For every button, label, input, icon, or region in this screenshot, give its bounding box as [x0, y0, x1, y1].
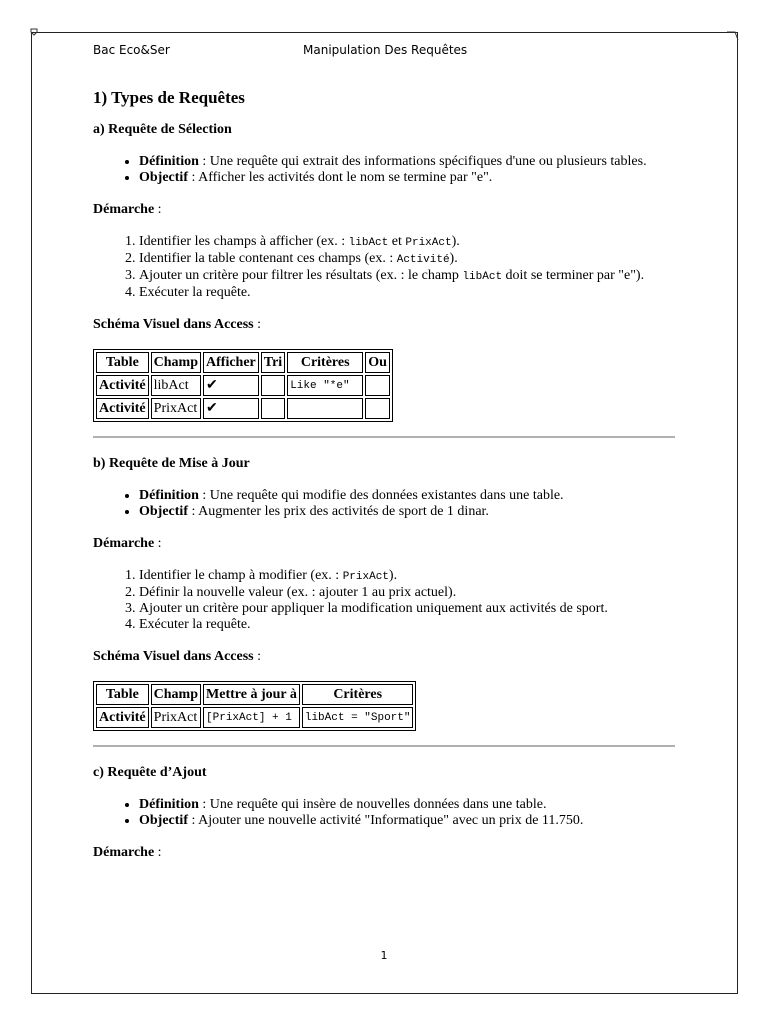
column-header: Table	[96, 352, 149, 373]
list-item: 4. Exécuter la requête.	[139, 617, 683, 633]
check-icon: ✔	[203, 398, 259, 419]
section-b-heading: b) Requête de Mise à Jour	[93, 456, 250, 471]
access-query-grid-update	[93, 681, 416, 731]
column-header: Mettre à jour à	[203, 684, 300, 705]
list-item: 2. Définir la nouvelle valeur (ex. : ajouter 1 au prix actuel).	[139, 585, 683, 601]
table-cell: Activité	[96, 707, 149, 728]
list-item: • Objectif : Ajouter une nouvelle activité "Informatique" avec un prix de 11.750.	[139, 813, 683, 829]
section-divider	[93, 745, 675, 747]
check-icon: ✔	[203, 375, 259, 396]
section-a-bullets	[93, 154, 683, 186]
table-cell: [PrixAct] + 1	[203, 707, 300, 728]
table-cell: libAct = "Sport"	[302, 707, 414, 728]
column-header: Champ	[151, 684, 201, 705]
section-a-schema-label: Schéma Visuel dans Access :	[93, 317, 262, 332]
table-row	[96, 398, 390, 419]
section-a-steps	[93, 234, 683, 301]
section-b-bullets	[93, 488, 683, 520]
list-item: • Définition : Une requête qui modifie des données existantes dans une table.	[139, 488, 683, 504]
table-cell	[365, 398, 390, 419]
list-item: 4. Exécuter la requête.	[139, 285, 683, 301]
section-c-bullets	[93, 797, 683, 829]
header-left: Bac Eco&Ser	[93, 43, 170, 57]
column-header: Critères	[302, 684, 414, 705]
list-item: 3. Ajouter un critère pour filtrer les résultats (ex. : le champ libAct doit se terminer par "e").	[139, 268, 683, 285]
column-header: Tri	[261, 352, 285, 373]
corner-mark-icon	[29, 27, 39, 37]
page-number: 1	[380, 949, 388, 962]
document-body	[93, 86, 683, 877]
table-cell: Activité	[96, 375, 149, 396]
access-query-grid-select	[93, 349, 393, 422]
column-header: Table	[96, 684, 149, 705]
column-header: Critères	[287, 352, 363, 373]
section-a-demarche: Démarche :	[93, 202, 162, 217]
list-item: 3. Ajouter un critère pour appliquer la modification uniquement aux activités de sport.	[139, 601, 683, 617]
table-row	[96, 375, 390, 396]
list-item: 2. Identifier la table contenant ces champs (ex. : Activité).	[139, 251, 683, 268]
section-c-demarche: Démarche :	[93, 845, 162, 860]
page-fold-icon	[727, 31, 739, 41]
list-item: • Définition : Une requête qui insère de nouvelles données dans une table.	[139, 797, 683, 813]
column-header: Champ	[151, 352, 201, 373]
list-item: 1. Identifier les champs à afficher (ex. : libAct et PrixAct).	[139, 234, 683, 251]
list-item: 1. Identifier le champ à modifier (ex. : PrixAct).	[139, 568, 683, 585]
table-cell	[365, 375, 390, 396]
table-cell: PrixAct	[151, 398, 201, 419]
table-cell: Like "*e"	[287, 375, 363, 396]
list-item: • Définition : Une requête qui extrait des informations spécifiques d'une ou plusieurs tables.	[139, 154, 683, 170]
table-row	[96, 707, 413, 728]
section-c-heading: c) Requête d’Ajout	[93, 765, 207, 780]
main-heading: 1) Types de Requêtes	[93, 88, 245, 107]
table-cell	[261, 375, 285, 396]
table-cell: Activité	[96, 398, 149, 419]
list-item: • Objectif : Augmenter les prix des activités de sport de 1 dinar.	[139, 504, 683, 520]
section-b-demarche: Démarche :	[93, 536, 162, 551]
header-title: Manipulation Des Requêtes	[303, 43, 468, 57]
table-cell	[287, 398, 363, 419]
column-header: Afficher	[203, 352, 259, 373]
section-b-steps	[93, 568, 683, 633]
list-item: • Objectif : Afficher les activités dont le nom se termine par "e".	[139, 170, 683, 186]
section-divider	[93, 436, 675, 438]
section-a-heading: a) Requête de Sélection	[93, 122, 232, 137]
section-b-schema-label: Schéma Visuel dans Access :	[93, 649, 262, 664]
column-header: Ou	[365, 352, 390, 373]
table-cell: PrixAct	[151, 707, 201, 728]
table-cell: libAct	[151, 375, 201, 396]
table-header-row	[96, 684, 413, 705]
table-header-row	[96, 352, 390, 373]
table-cell	[261, 398, 285, 419]
